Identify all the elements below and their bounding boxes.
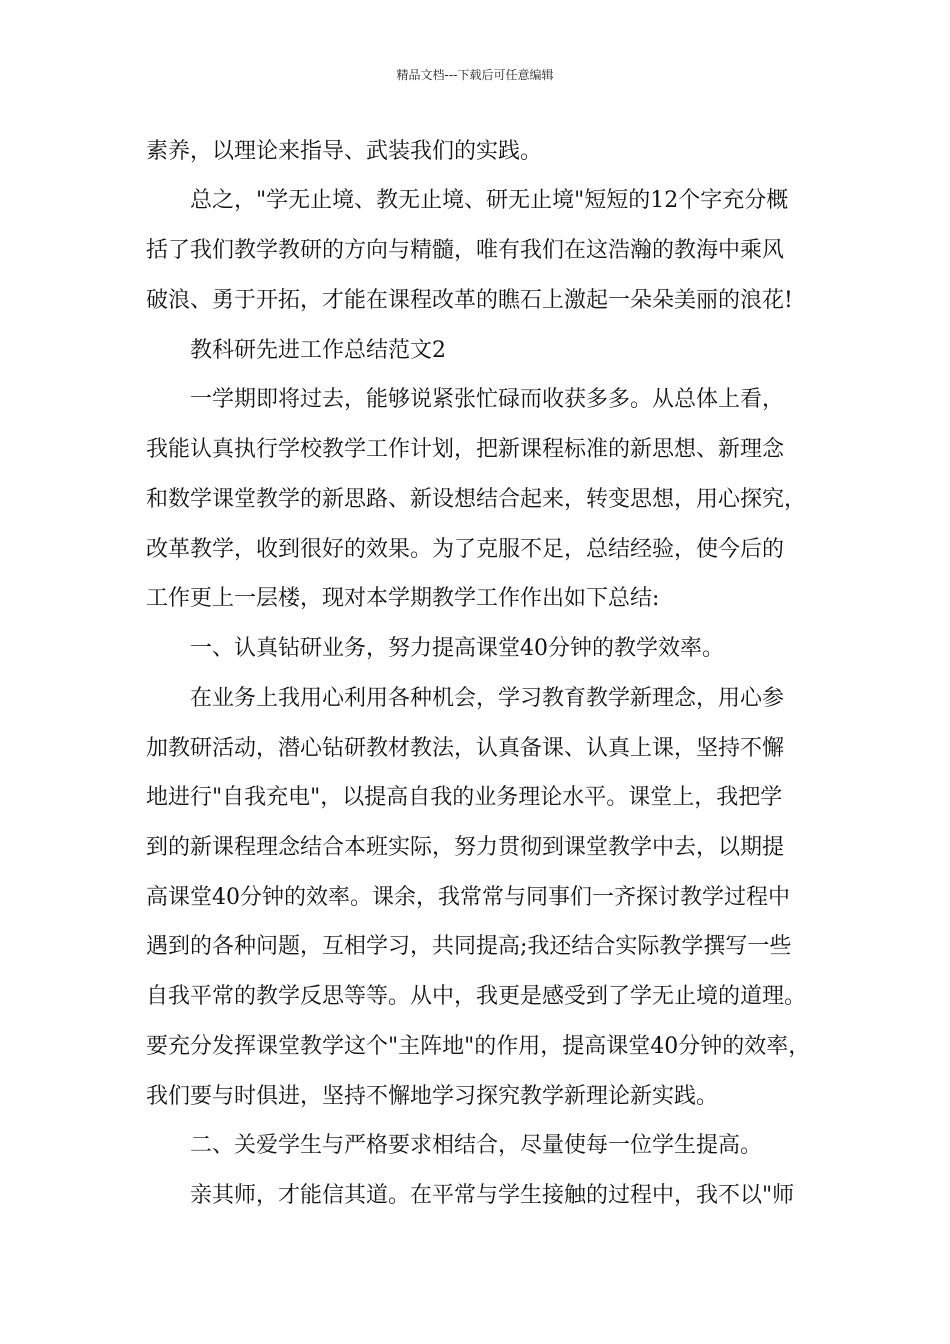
body-line: 遇到的各种问题，互相学习，共同提高;我还结合实际教学撰写一些: [146, 934, 792, 959]
body-line: 亲其师，才能信其道。在平常与学生接触的过程中，我不以"师: [190, 1183, 795, 1208]
body-line: 我们要与时俱进，坚持不懈地学习探究教学新理论新实践。: [146, 1084, 719, 1109]
body-line: 我能认真执行学校教学工作计划，把新课程标准的新思想、新理念: [146, 437, 785, 462]
body-line: 总之，"学无止境、教无止境、研无止境"短短的12个字充分概: [190, 188, 789, 213]
body-line: 加教研活动，潜心钻研教材教法，认真备课、认真上课，坚持不懈: [146, 736, 785, 761]
subheading: 一、认真钻研业务，努力提高课堂40分钟的教学效率。: [190, 636, 724, 661]
body-line: 要充分发挥课堂教学这个"主阵地"的作用，提高课堂40分钟的效率，: [146, 1034, 811, 1059]
body-line: 在业务上我用心利用各种机会，学习教育教学新理念，用心参: [190, 686, 785, 711]
body-line: 高课堂40分钟的效率。课余，我常常与同事们一齐探讨教学过程中: [146, 885, 790, 910]
section-title: 教科研先进工作总结范文2: [190, 338, 446, 363]
body-line: 地进行"自我充电"，以提高自我的业务理论水平。课堂上，我把学: [146, 785, 783, 810]
subheading: 二、关爱学生与严格要求相结合，尽量使每一位学生提高。: [190, 1133, 763, 1158]
body-line: 破浪、勇于开拓，才能在课程改革的瞧石上激起一朵朵美丽的浪花!: [146, 288, 793, 313]
body-line: 到的新课程理念结合本班实际，努力贯彻到课堂教学中去，以期提: [146, 835, 785, 860]
page-header: 精品文档---下载后可任意编辑: [396, 68, 554, 82]
body-line: 改革教学，收到很好的效果。为了克服不足，总结经验，使今后的: [146, 537, 785, 562]
body-line: 括了我们教学教研的方向与精髓，唯有我们在这浩瀚的教海中乘风: [146, 238, 785, 263]
body-line: 自我平常的教学反思等等。从中，我更是感受到了学无止境的道理。: [146, 984, 807, 1009]
body-line: 和数学课堂教学的新思路、新设想结合起来，转变思想，用心探究，: [146, 487, 807, 512]
body-line: 素养，以理论来指导、武装我们的实践。: [146, 139, 543, 164]
body-line: 一学期即将过去，能够说紧张忙碌而收获多多。从总体上看，: [190, 387, 785, 412]
body-line: 工作更上一层楼，现对本学期教学工作作出如下总结:: [146, 586, 660, 611]
